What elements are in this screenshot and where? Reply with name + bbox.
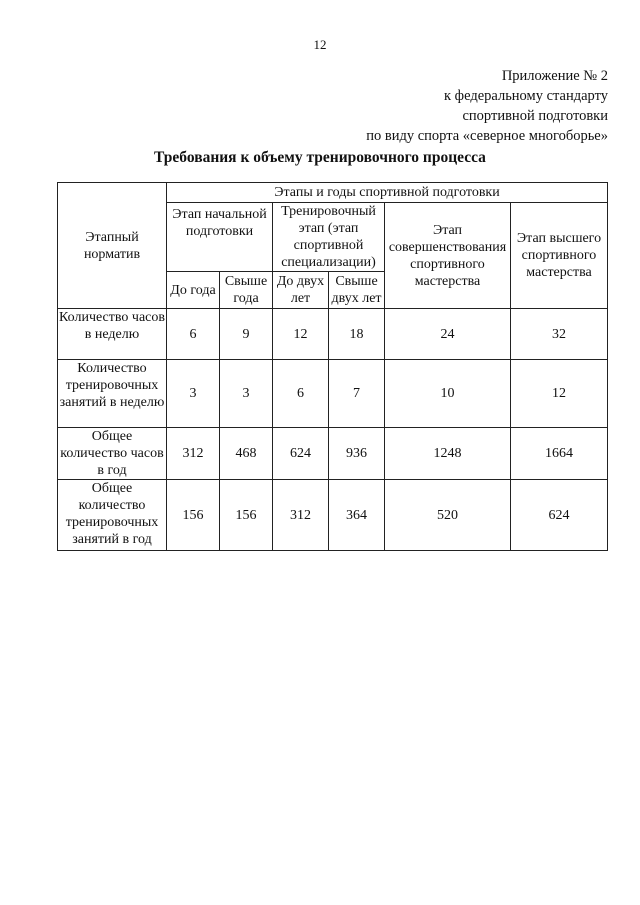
appendix-line-3: спортивной подготовки [462,108,608,124]
row-label: Общее количество часов в год [58,428,167,480]
table-row [58,360,608,428]
table-row [58,309,608,360]
subheader-up-to-two-years: До двух лет [273,272,329,309]
cell-value: 18 [329,309,385,360]
group-header-cell: Этапы и годы спортивной подготовки [167,183,608,203]
page-number: 12 [313,37,327,52]
cell-value: 468 [220,428,273,480]
appendix-line-2: к федеральному стандарту [444,88,608,104]
cell-value: 520 [385,480,511,551]
subheader-up-to-year: До года [167,272,220,309]
cell-value: 3 [220,360,273,428]
stage-higher-header: Этап высшего спортивного мастерства [511,203,608,309]
cell-value: 364 [329,480,385,551]
cell-value: 7 [329,360,385,428]
cell-value: 1248 [385,428,511,480]
document-title: Требования к объему тренировочного процесса [154,149,486,166]
requirements-table [57,182,608,551]
corner-cell: Этапный норматив [58,183,167,309]
row-label: Количество тренировочных занятий в неделю [58,360,167,428]
header-row-1 [58,183,608,203]
cell-value: 312 [167,428,220,480]
appendix-line-4: по виду спорта «северное многоборье» [366,128,608,144]
cell-value: 624 [273,428,329,480]
cell-value: 12 [511,360,608,428]
cell-value: 936 [329,428,385,480]
cell-value: 312 [273,480,329,551]
row-label: Количество часов в неделю [58,309,167,360]
table-row [58,480,608,551]
cell-value: 10 [385,360,511,428]
cell-value: 624 [511,480,608,551]
cell-value: 24 [385,309,511,360]
table-row [58,428,608,480]
cell-value: 32 [511,309,608,360]
cell-value: 9 [220,309,273,360]
cell-value: 156 [167,480,220,551]
subheader-over-two-years: Свыше двух лет [329,272,385,309]
cell-value: 1664 [511,428,608,480]
stage-training-header: Тренировочный этап (этап спортивной специализации) [273,203,385,272]
cell-value: 6 [273,360,329,428]
row-label: Общее количество тренировочных занятий в год [58,480,167,551]
cell-value: 156 [220,480,273,551]
subheader-over-year: Свыше года [220,272,273,309]
cell-value: 6 [167,309,220,360]
stage-initial-header: Этап начальной подготовки [167,203,273,272]
stage-improvement-header: Этап совершенствования спортивного мастерства [385,203,511,309]
appendix-block [366,66,608,146]
cell-value: 3 [167,360,220,428]
appendix-line-1: Приложение № 2 [501,68,608,84]
cell-value: 12 [273,309,329,360]
